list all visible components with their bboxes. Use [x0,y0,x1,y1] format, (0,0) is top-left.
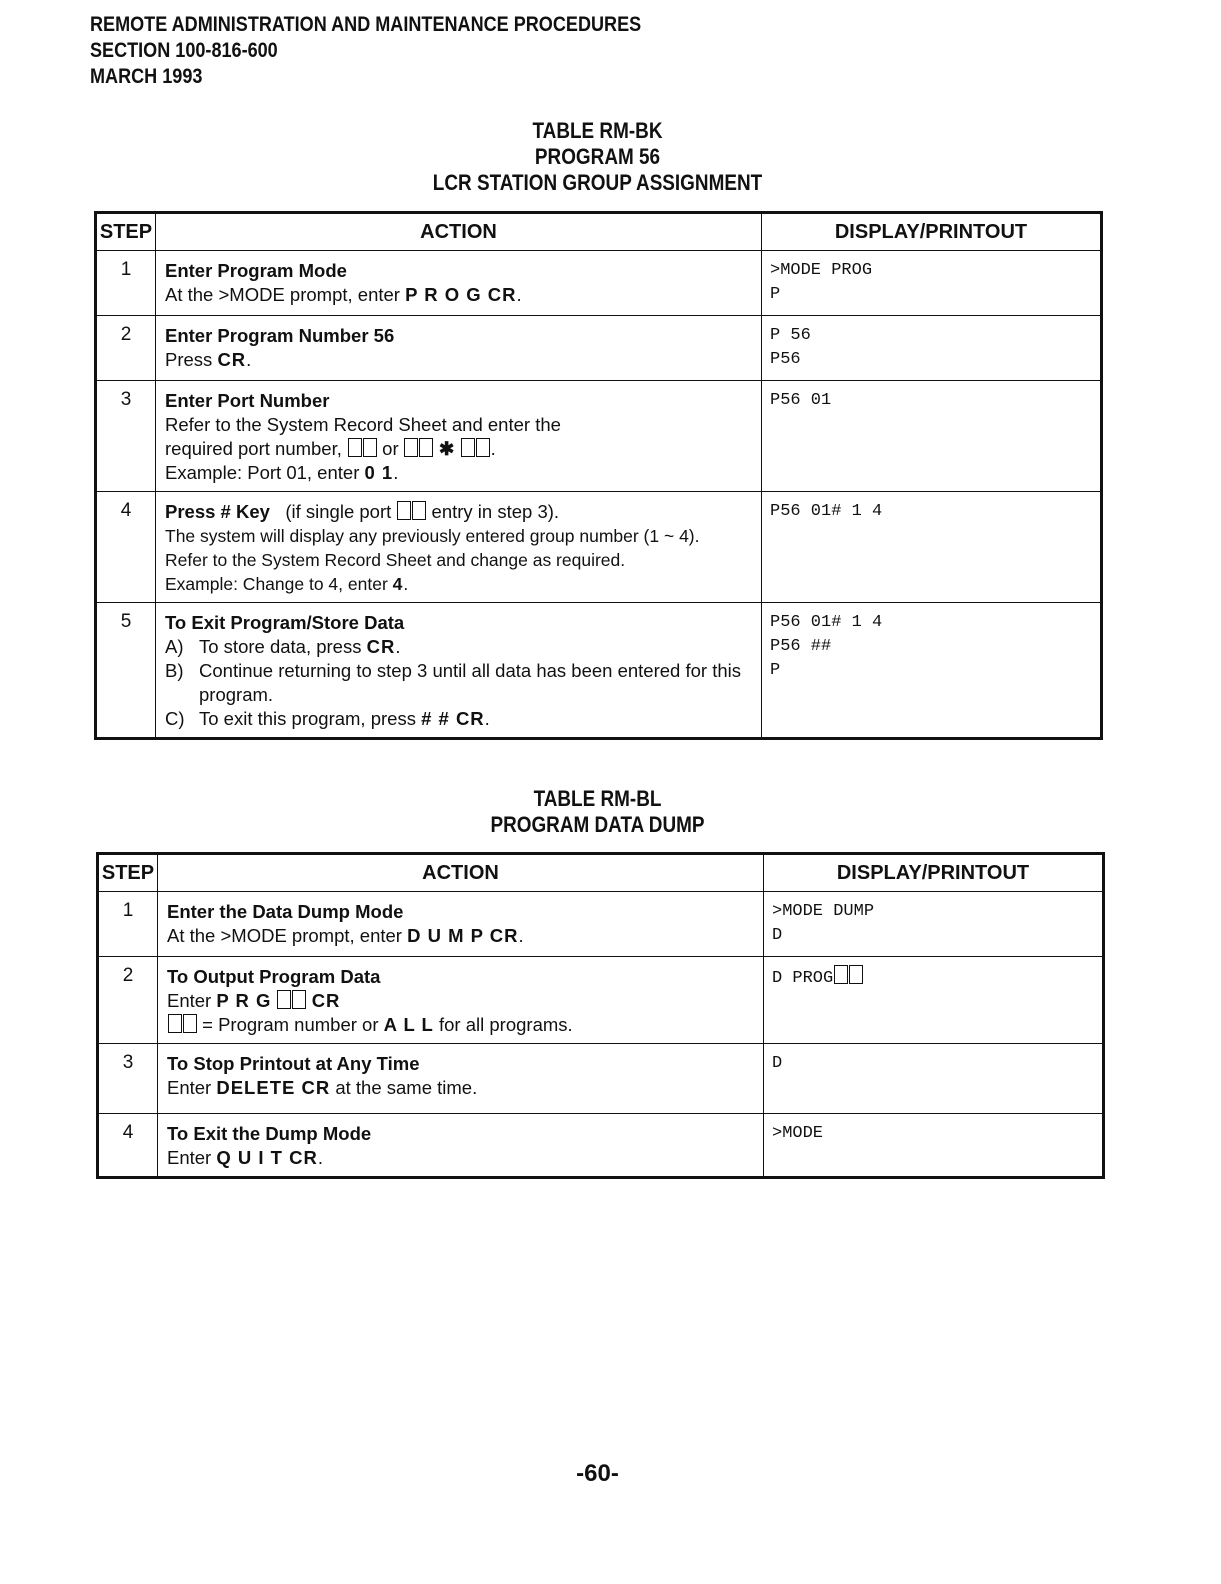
display-cell: P56 01 [762,381,1102,492]
substep-b [165,659,755,707]
key-sequence: CR [311,990,341,1011]
punctuation: . [484,708,490,729]
table-row [98,1114,1104,1178]
punctuation: . [395,636,401,657]
table-bk-title-1: TABLE RM-BK [532,118,663,143]
action-text: At the >MODE prompt, enter [165,284,400,305]
key-sequence: DELETE CR [216,1077,331,1098]
action-heading: Press # Key [165,501,270,522]
action-heading: Enter Port Number [165,390,330,411]
display-cell: P56 01# 1 4 [762,492,1102,603]
action-text: Enter [167,990,212,1011]
table-bl-title-2: PROGRAM DATA DUMP [490,812,705,837]
action-text: Example: Port 01, enter [165,462,360,483]
step-number: 1 [96,251,156,316]
action-cell [156,492,762,603]
digit-boxes [833,969,863,988]
table-row [96,603,1102,739]
punctuation: . [518,925,524,946]
substep-letter: A) [165,636,184,657]
key-sequence: CR [217,349,247,370]
action-text: Refer to the System Record Sheet and enter the [165,414,561,435]
action-text: Enter [167,1077,212,1098]
table-row [96,316,1102,381]
step-number: 2 [98,957,158,1044]
table-row [96,492,1102,603]
punctuation: . [490,438,496,459]
key-sequence: D U M P CR [407,925,519,946]
table-row [96,381,1102,492]
document-header [90,12,641,90]
step-number: 4 [96,492,156,603]
key-sequence: # # CR [421,708,485,729]
table-row [98,957,1104,1044]
action-text: At the >MODE prompt, enter [167,925,402,946]
table-bl-title-1: TABLE RM-BL [533,786,662,811]
table-bl-title [0,786,1195,838]
step-number: 4 [98,1114,158,1178]
header-line-1: REMOTE ADMINISTRATION AND MAINTENANCE PROCEDURES [90,13,642,36]
action-header: ACTION [156,213,762,251]
action-cell [156,381,762,492]
digit-boxes [396,501,426,522]
action-cell [158,1114,764,1178]
action-cell [156,316,762,381]
step-number: 2 [96,316,156,381]
key-sequence: 4 [392,574,404,594]
punctuation: . [403,574,409,594]
table-row [96,251,1102,316]
action-note: entry in step 3). [431,501,560,522]
display-cell: >MODE DUMP D [764,892,1104,957]
action-header: ACTION [158,854,764,892]
display-cell: P56 01# 1 4 P56 ## P [762,603,1102,739]
substep-letter: B) [165,660,184,681]
table-header-row [98,854,1104,892]
table-bk-title [0,118,1195,196]
display-cell: D [764,1044,1104,1114]
key-sequence: Q U I T CR [216,1147,318,1168]
action-text: To store data, press [199,636,362,657]
display-cell: P 56 P56 [762,316,1102,381]
action-note: (if single port [285,501,392,522]
action-text: or [382,438,399,459]
action-heading: Enter Program Mode [165,260,347,281]
table-header-row [96,213,1102,251]
step-number: 3 [98,1044,158,1114]
substep-letter: C) [165,708,185,729]
punctuation: . [246,349,252,370]
header-line-3: MARCH 1993 [90,65,203,88]
punctuation: . [317,1147,323,1168]
table-rm-bk [94,211,1103,740]
action-heading: Enter the Data Dump Mode [167,901,404,922]
table-bk-title-2: PROGRAM 56 [534,144,661,169]
digit-boxes [404,438,434,459]
punctuation: . [393,462,399,483]
display-header: DISPLAY/PRINTOUT [762,213,1102,251]
key-sequence: 0 1 [364,462,394,483]
step-number: 5 [96,603,156,739]
step-number: 1 [98,892,158,957]
key-sequence: A L L [383,1014,434,1035]
star-key: ✱ [438,438,456,459]
display-cell: >MODE PROG P [762,251,1102,316]
action-text: Refer to the System Record Sheet and change as required. [165,550,626,570]
key-sequence: P R G [216,990,272,1011]
action-heading: To Exit Program/Store Data [165,612,405,633]
punctuation: . [516,284,522,305]
table-row [98,1044,1104,1114]
action-text: To exit this program, press [199,708,416,729]
display-cell: >MODE [764,1114,1104,1178]
action-text: Enter [167,1147,212,1168]
action-text: The system will display any previously entered group number (1 ~ 4). [165,526,700,546]
action-text: for all programs. [439,1014,573,1035]
action-heading: To Exit the Dump Mode [167,1123,372,1144]
step-header: STEP [96,213,156,251]
action-text: = Program number or [202,1014,379,1035]
display-text: D PROG [772,969,834,988]
action-heading: To Output Program Data [167,966,381,987]
header-line-2: SECTION 100-816-600 [90,39,278,62]
action-cell [158,892,764,957]
table-rm-bl [96,852,1105,1179]
substep-a [165,635,755,659]
action-text: at the same time. [335,1077,478,1098]
page-number: -60- [576,1460,619,1487]
display-cell [764,957,1104,1044]
table-bk-title-3: LCR STATION GROUP ASSIGNMENT [432,170,763,195]
action-heading: To Stop Printout at Any Time [167,1053,420,1074]
step-number: 3 [96,381,156,492]
action-text: Continue returning to step 3 until all data has been entered for this program. [199,660,741,705]
digit-boxes [277,990,307,1011]
action-text: Press [165,349,213,370]
table-row [98,892,1104,957]
digit-boxes [347,438,377,459]
action-heading: Enter Program Number 56 [165,325,395,346]
display-header: DISPLAY/PRINTOUT [764,854,1104,892]
substep-c [165,707,755,731]
action-cell [158,1044,764,1114]
digit-boxes [167,1014,197,1035]
action-cell [156,251,762,316]
action-cell [156,603,762,739]
key-sequence: CR [366,636,396,657]
action-text: Example: Change to 4, enter [165,574,388,594]
action-text: required port number, [165,438,342,459]
digit-boxes [461,438,491,459]
step-header: STEP [98,854,158,892]
action-cell [158,957,764,1044]
key-sequence: P R O G CR [405,284,517,305]
